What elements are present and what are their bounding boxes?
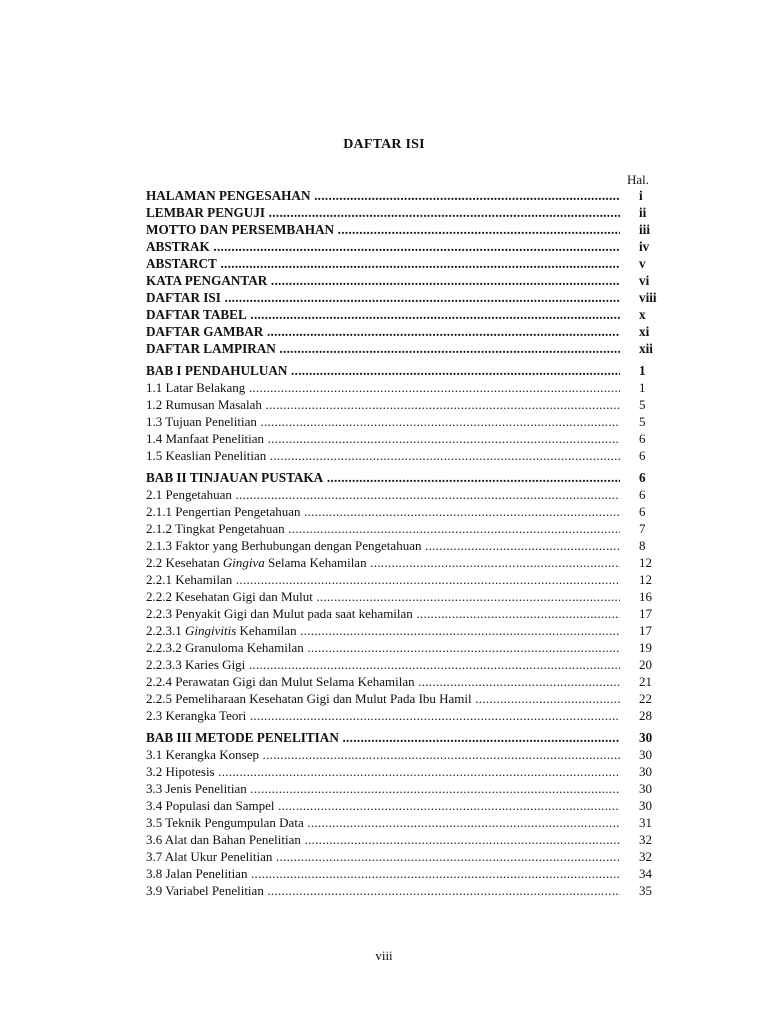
toc-entry-title: LEMBAR PENGUJI ..... (146, 204, 620, 221)
toc-page-number: viii (639, 290, 657, 305)
toc-entry-title: 2.2.2 Kesehatan Gigi dan Mulut ..... (146, 588, 620, 605)
toc-entry-row (146, 882, 666, 899)
toc-page-number: iv (639, 239, 650, 254)
toc-page-number: 21 (639, 674, 652, 689)
toc-entry-row (146, 520, 666, 537)
toc-entry-title: 3.8 Jalan Penelitian ..... (146, 865, 620, 882)
toc-entry-title: 3.1 Kerangka Konsep ..... (146, 746, 620, 763)
toc-page-number: 17 (639, 606, 652, 621)
toc-page-number: 6 (639, 504, 646, 519)
toc-entry-row (146, 396, 666, 413)
toc-page-number: 5 (639, 397, 646, 412)
toc-page-number: 8 (639, 538, 646, 553)
toc-entry-title: 1.2 Rumusan Masalah ..... (146, 396, 620, 413)
toc-entry-row (146, 797, 666, 814)
toc-entry-title: 3.3 Jenis Penelitian ..... (146, 780, 620, 797)
toc-page-number: 34 (639, 866, 652, 881)
toc-entry-title: 2.1 Pengetahuan ..... (146, 486, 620, 503)
toc-entry-title: DAFTAR TABEL ..... (146, 306, 620, 323)
toc-page-number: 30 (639, 747, 652, 762)
toc-entry-row (146, 848, 666, 865)
toc-page-number: 22 (639, 691, 652, 706)
toc-entry-title: 1.5 Keaslian Penelitian ..... (146, 447, 620, 464)
toc-entry-title: DAFTAR ISI ..... (146, 289, 620, 306)
toc-heading-row (146, 272, 666, 289)
toc-heading-row (146, 306, 666, 323)
toc-entry-row (146, 605, 666, 622)
toc-heading-row (146, 340, 666, 357)
toc-heading-row (146, 204, 666, 221)
toc-page-number: 31 (639, 815, 652, 830)
toc-entry-title: DAFTAR GAMBAR ..... (146, 323, 620, 340)
toc-entry-row (146, 486, 666, 503)
toc-page-number: 20 (639, 657, 652, 672)
toc-entry-title: MOTTO DAN PERSEMBAHAN ..... (146, 221, 620, 238)
toc-page-number: 32 (639, 832, 652, 847)
toc-page-number: iii (639, 222, 650, 237)
toc-page-number: v (639, 256, 646, 271)
toc-entry-title: 2.3 Kerangka Teori ..... (146, 707, 620, 724)
toc-entry-title: 2.2.3 Penyakit Gigi dan Mulut pada saat kehamilan ..... (146, 605, 620, 622)
toc-entry-title: 3.9 Variabel Penelitian ..... (146, 882, 620, 899)
toc-page-number: x (639, 307, 646, 322)
page-title: DAFTAR ISI (343, 137, 425, 152)
toc-entry-row (146, 413, 666, 430)
toc-entry-row (146, 554, 666, 571)
toc-entry-row (146, 430, 666, 447)
toc-entry-title: 1.1 Latar Belakang ..... (146, 379, 620, 396)
toc-page-number: xii (639, 341, 653, 356)
toc-page-number: 7 (639, 521, 646, 536)
toc-heading-row (146, 469, 666, 486)
toc-entry-row (146, 780, 666, 797)
toc-page-number: 30 (639, 781, 652, 796)
toc-entry-row (146, 814, 666, 831)
toc-page-number: 28 (639, 708, 652, 723)
toc-page-number: 6 (639, 431, 646, 446)
toc-page-number: 32 (639, 849, 652, 864)
toc-entry-title: BAB II TINJAUAN PUSTAKA ..... (146, 469, 620, 486)
table-of-contents (146, 187, 666, 899)
toc-page-number: i (639, 188, 643, 203)
toc-entry-row (146, 379, 666, 396)
toc-entry-title: 2.1.3 Faktor yang Berhubungan dengan Pengetahuan ..... (146, 537, 620, 554)
toc-page-number: xi (639, 324, 650, 339)
toc-entry-title: 2.2.3.3 Karies Gigi ..... (146, 656, 620, 673)
toc-entry-title: 3.4 Populasi dan Sampel ..... (146, 797, 620, 814)
toc-entry-title: ABSTARCT ..... (146, 255, 620, 272)
toc-page-number: 17 (639, 623, 652, 638)
toc-entry-row (146, 690, 666, 707)
toc-entry-title: BAB I PENDAHULUAN ..... (146, 362, 620, 379)
toc-entry-row (146, 639, 666, 656)
toc-heading-row (146, 323, 666, 340)
toc-entry-row (146, 763, 666, 780)
toc-entry-title: 1.4 Manfaat Penelitian ..... (146, 430, 620, 447)
toc-page-number: 1 (639, 363, 646, 378)
toc-entry-title: 3.5 Teknik Pengumpulan Data ..... (146, 814, 620, 831)
toc-heading-row (146, 187, 666, 204)
toc-entry-row (146, 537, 666, 554)
toc-page-number: 6 (639, 448, 646, 463)
page-number: viii (375, 948, 393, 963)
toc-page-number: 16 (639, 589, 652, 604)
toc-entry-row (146, 656, 666, 673)
toc-page-number: 30 (639, 730, 653, 745)
toc-page-number: 12 (639, 572, 652, 587)
toc-page-number: 30 (639, 798, 652, 813)
toc-page-number: 30 (639, 764, 652, 779)
toc-entry-title: 2.2 Kesehatan Gingiva Selama Kehamilan ..... (146, 554, 620, 571)
toc-page-number: 12 (639, 555, 652, 570)
toc-page-number: 6 (639, 487, 646, 502)
toc-heading-row (146, 729, 666, 746)
toc-heading-row (146, 255, 666, 272)
toc-entry-row (146, 673, 666, 690)
toc-heading-row (146, 238, 666, 255)
toc-entry-title: 2.2.3.1 Gingivitis Kehamilan ..... (146, 622, 620, 639)
toc-entry-title: 2.2.5 Pemeliharaan Kesehatan Gigi dan Mulut Pada Ibu Hamil ..... (146, 690, 620, 707)
toc-page-number: 19 (639, 640, 652, 655)
toc-entry-row (146, 707, 666, 724)
toc-heading-row (146, 221, 666, 238)
toc-page-number: 6 (639, 470, 646, 485)
toc-entry-title: 2.1.2 Tingkat Pengetahuan ..... (146, 520, 620, 537)
toc-entry-row (146, 831, 666, 848)
page-column-header: Hal. (627, 172, 650, 187)
toc-page-number: 1 (639, 380, 646, 395)
toc-heading-row (146, 289, 666, 306)
toc-entry-row (146, 865, 666, 882)
toc-entry-row (146, 571, 666, 588)
toc-heading-row (146, 362, 666, 379)
toc-entry-row (146, 622, 666, 639)
toc-entry-title: DAFTAR LAMPIRAN ..... (146, 340, 620, 357)
toc-entry-title: 3.2 Hipotesis ..... (146, 763, 620, 780)
toc-entry-row (146, 503, 666, 520)
toc-entry-title: 2.2.3.2 Granuloma Kehamilan ..... (146, 639, 620, 656)
toc-page-number: 5 (639, 414, 646, 429)
toc-entry-title: 2.2.4 Perawatan Gigi dan Mulut Selama Kehamilan ..... (146, 673, 620, 690)
toc-entry-title: 1.3 Tujuan Penelitian ..... (146, 413, 620, 430)
toc-entry-title: 3.7 Alat Ukur Penelitian ..... (146, 848, 620, 865)
toc-entry-row (146, 746, 666, 763)
toc-entry-row (146, 447, 666, 464)
toc-entry-title: 2.1.1 Pengertian Pengetahuan ..... (146, 503, 620, 520)
toc-entry-title: ABSTRAK ..... (146, 238, 620, 255)
toc-entry-title: HALAMAN PENGESAHAN ..... (146, 187, 620, 204)
toc-entry-title: 3.6 Alat dan Bahan Penelitian ..... (146, 831, 620, 848)
toc-entry-row (146, 588, 666, 605)
toc-entry-title: KATA PENGANTAR ..... (146, 272, 620, 289)
toc-entry-title: 2.2.1 Kehamilan ..... (146, 571, 620, 588)
toc-page-number: vi (639, 273, 650, 288)
toc-entry-title: BAB III METODE PENELITIAN ..... (146, 729, 620, 746)
toc-page-number: 35 (639, 883, 652, 898)
toc-page-number: ii (639, 205, 647, 220)
